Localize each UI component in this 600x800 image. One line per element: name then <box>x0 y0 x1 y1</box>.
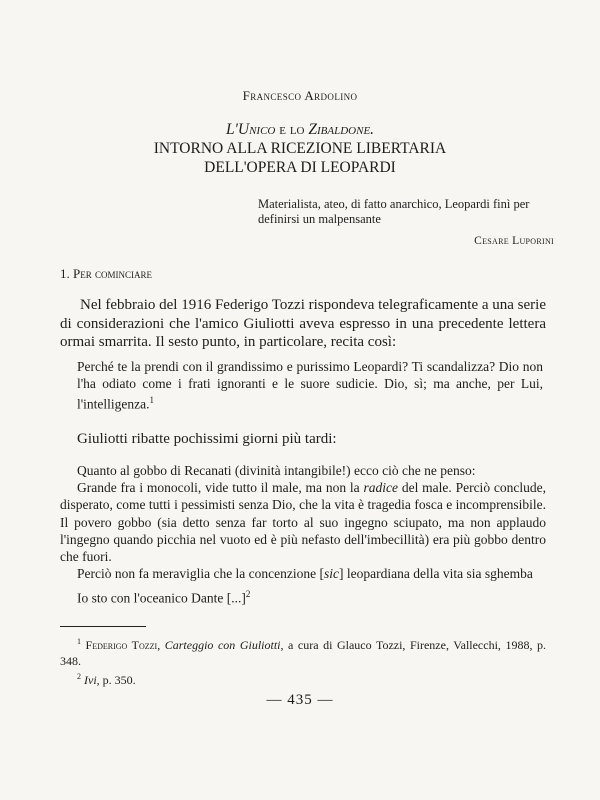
footnote-2-rest: , p. 350. <box>96 673 136 687</box>
section-title: Per cominciare <box>73 266 152 281</box>
quote-2-paragraph-4 <box>60 586 546 607</box>
section-number: 1. <box>60 266 70 281</box>
author-name: Francesco Ardolino <box>242 88 358 103</box>
footnote-1-title: Carteggio con Giuliotti <box>164 638 281 652</box>
footnote-ref-2: 2 <box>245 589 251 600</box>
body-paragraph-2: Giuliotti ribatte pochissimi giorni più tardi: <box>77 431 337 447</box>
quote-2-p4-text: Io sto con l'oceanico Dante [...] <box>77 590 246 606</box>
footnote-2-mark: 2 <box>77 672 81 681</box>
article-title-line-1 <box>0 120 600 139</box>
body-paragraph-1 <box>60 296 546 352</box>
quote-block-1 <box>77 358 543 413</box>
quote-2-p3-before: Perciò non fa meraviglia che la concenzione [ <box>77 566 325 582</box>
title-connector: e lo <box>275 121 309 138</box>
quote-2-p3-after: ] leopardiana della vita sia sghemba <box>339 566 533 582</box>
footnotes <box>60 634 546 689</box>
article-title-line-3: DELL'OPERA DI LEOPARDI <box>204 159 396 176</box>
page-number: — 435 — <box>266 692 334 708</box>
footnote-ref-1: 1 <box>149 395 155 405</box>
footnote-divider <box>60 626 146 627</box>
quote-block-2 <box>60 462 546 607</box>
footnote-1 <box>60 634 546 669</box>
footnote-2 <box>60 669 546 689</box>
title-unico: L'Unico <box>225 121 276 138</box>
footnote-1-rest: , a cura di Glauco Tozzi, Firenze, Vallecchi, 1988, p. 348. <box>60 638 547 668</box>
quote-2-line-1: Quanto al gobbo di Recanati (divinità intangibile!) ecco ciò che ne penso: <box>77 463 476 478</box>
footnote-1-mark: 1 <box>77 637 81 646</box>
quote-2-p2-before: Grande fra i monocoli, vide tutto il male, ma non la <box>77 480 364 496</box>
section-heading <box>60 266 152 282</box>
epigraph-author: Cesare Luporini <box>474 235 554 247</box>
footnote-1-author: Federigo Tozzi <box>85 638 158 652</box>
footnote-2-ivi: Ivi <box>84 673 97 687</box>
article-title-line-2: INTORNO ALLA RICEZIONE LIBERTARIA <box>153 140 447 157</box>
quote-2-p2-italic: radice <box>363 480 398 496</box>
epigraph-text: Materialista, ateo, di fatto anarchico, Leopardi finì per definirsi un malpensante <box>258 197 530 226</box>
quote-2-p3-italic: sic <box>324 566 340 582</box>
title-zibaldone: Zibaldone. <box>308 121 375 138</box>
quote-2-paragraph-3 <box>60 565 546 582</box>
paragraph-1-text: Nel febbraio del 1916 Federigo Tozzi rispondeva telegraficamente a una serie di considerazioni che l'amico Giuliotti aveva espresso in una precedente lettera ormai smarrita. Il sesto punto, in particolare, recita così: <box>60 297 546 350</box>
quote-1-text: Perché te la prendi con il grandissimo e purissimo Leopardi? Ti scandalizza? Dio non l'ha odiato come i frati ignoranti e le suore sudicie. Dio, sì; ma anche, per Lui, l'intelligenza. <box>77 359 543 412</box>
quote-2-p2-after: del male. Perciò conclude, disperato, come tutti i pessimisti senza Dio, che la vita è tragedia fosca e incomprensibile. Il povero gobbo (sia detto senza far torto al suo ingegno sciupato, ma non applaudo l'ingegno quando picchia nel vuoto ed è più nefasto dell'imbecillità) era più gobbo dentro che fuori. <box>60 480 546 565</box>
footnote-1-sep: , <box>157 638 165 652</box>
quote-2-paragraph-2 <box>60 479 546 565</box>
